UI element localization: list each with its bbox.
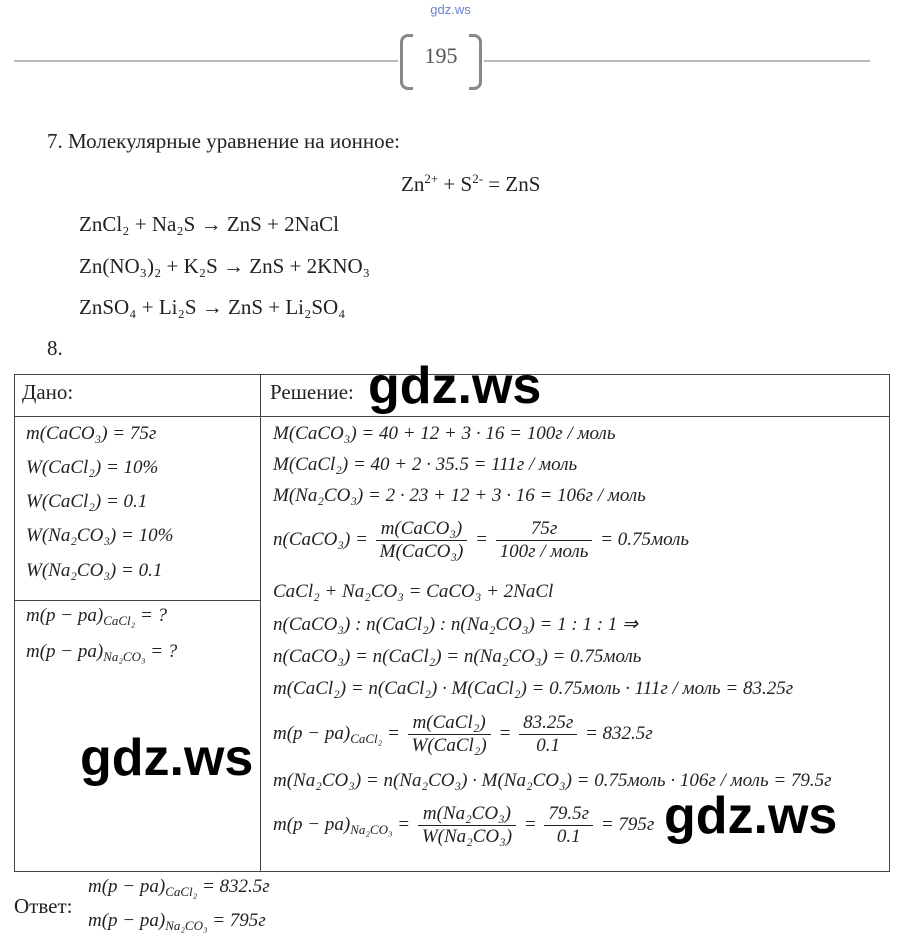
find-item: $m(p - pa)_{CaCl_2}$ = ? (26, 605, 168, 628)
watermark: gdz.ws (368, 357, 542, 415)
header-rule-right (484, 60, 870, 62)
solution-line: n(CaCO₃) = n(CaCl₂) = n(Na₂CO₃) = 0.75моль (273, 646, 642, 667)
solution-fraction-line: $m(p - pa)_{Na_2CO_3}$ = $\frac{\text{m(Na₂CO₃)}}{\text{W(Na₂CO₃)}}$ = $\frac{79.5г}{0.1}$ = 795г (273, 803, 655, 847)
solution-line: m(CaCl₂) = n(CaCl₂) · M(CaCl₂) = 0.75моль · 111г / моль = 83.25г (273, 678, 794, 699)
answer-item: $m(p - pa)_{Na_2CO_3} = 795г$ (88, 910, 266, 933)
header-watermark: gdz.ws (430, 2, 471, 17)
given-item: W(CaCl₂) = 0.1 (26, 491, 148, 512)
solution-line: M(Na₂CO₃) = 2 · 23 + 12 + 3 · 16 = 106г / моль (273, 485, 646, 506)
task7-equation-2: Zn(NO₃)₂ + K₂S → ZnS + 2KNO₃ (79, 254, 370, 278)
solution-line: M(CaCl₂) = 40 + 2 · 35.5 = 111г / моль (273, 454, 578, 475)
given-item: W(CaCl₂) = 10% (26, 457, 159, 478)
solution-reaction: CaCl₂ + Na₂CO₃ = CaCO₃ + 2NaCl (273, 581, 554, 602)
bracket-left-icon (400, 34, 413, 90)
answer-item: $m(p - pa)_{CaCl_2} = 832.5г$ (88, 876, 270, 899)
task7-title: 7. Молекулярные уравнение на ионное: (47, 129, 400, 153)
table-divider-vertical (260, 374, 261, 872)
task7-equation-1: ZnCl₂ + Na₂S → ZnS + 2NaCl (79, 212, 339, 236)
task8-number: 8. (47, 336, 63, 360)
answer-label: Ответ: (14, 894, 73, 918)
given-item: W(Na₂CO₃) = 10% (26, 525, 174, 546)
task7-ionic-equation: $Zn^{2+} + S^{2-}$ = ZnS (401, 171, 541, 196)
solution-line: M(CaCO₃) = 40 + 12 + 3 · 16 = 100г / моль (273, 423, 616, 444)
solution-line: m(Na₂CO₃) = n(Na₂CO₃) · M(Na₂CO₃) = 0.75моль · 106г / моль = 79.5г (273, 770, 832, 791)
given-item: m(CaCO₃) = 75г (26, 423, 157, 444)
task7-equation-3: ZnSO₄ + Li₂S → ZnS + Li₂SO₄ (79, 295, 346, 319)
given-header: Дано: (22, 380, 74, 404)
watermark: gdz.ws (80, 729, 254, 787)
header-rule-left (14, 60, 398, 62)
table-divider-header (14, 416, 890, 417)
watermark: gdz.ws (664, 787, 838, 845)
page-number-badge (400, 34, 482, 86)
bracket-right-icon (469, 34, 482, 90)
solution-header: Решение: (270, 380, 354, 404)
find-item: $m(p - pa)_{Na_2CO_3}$ = ? (26, 641, 178, 664)
solution-line: n(CaCO₃) : n(CaCl₂) : n(Na₂CO₃) = 1 : 1 : 1 ⇒ (273, 614, 638, 635)
given-item: W(Na₂CO₃) = 0.1 (26, 560, 163, 581)
solution-fraction-line: $m(p - pa)_{CaCl_2}$ = $\frac{\text{m(CaCl₂)}}{\text{W(CaCl₂)}}$ = $\frac{83.25г}{0.1}$ = 832.5г (273, 712, 653, 756)
table-divider-given (14, 600, 261, 601)
solution-fraction-line: n(CaCO₃) = $\frac{\text{m(CaCO₃)}}{\text{M(CaCO₃)}}$ = $\frac{75г}{\text{100г / моль}}$ = 0.75моль (273, 518, 690, 562)
page-number: 195 (424, 43, 458, 68)
